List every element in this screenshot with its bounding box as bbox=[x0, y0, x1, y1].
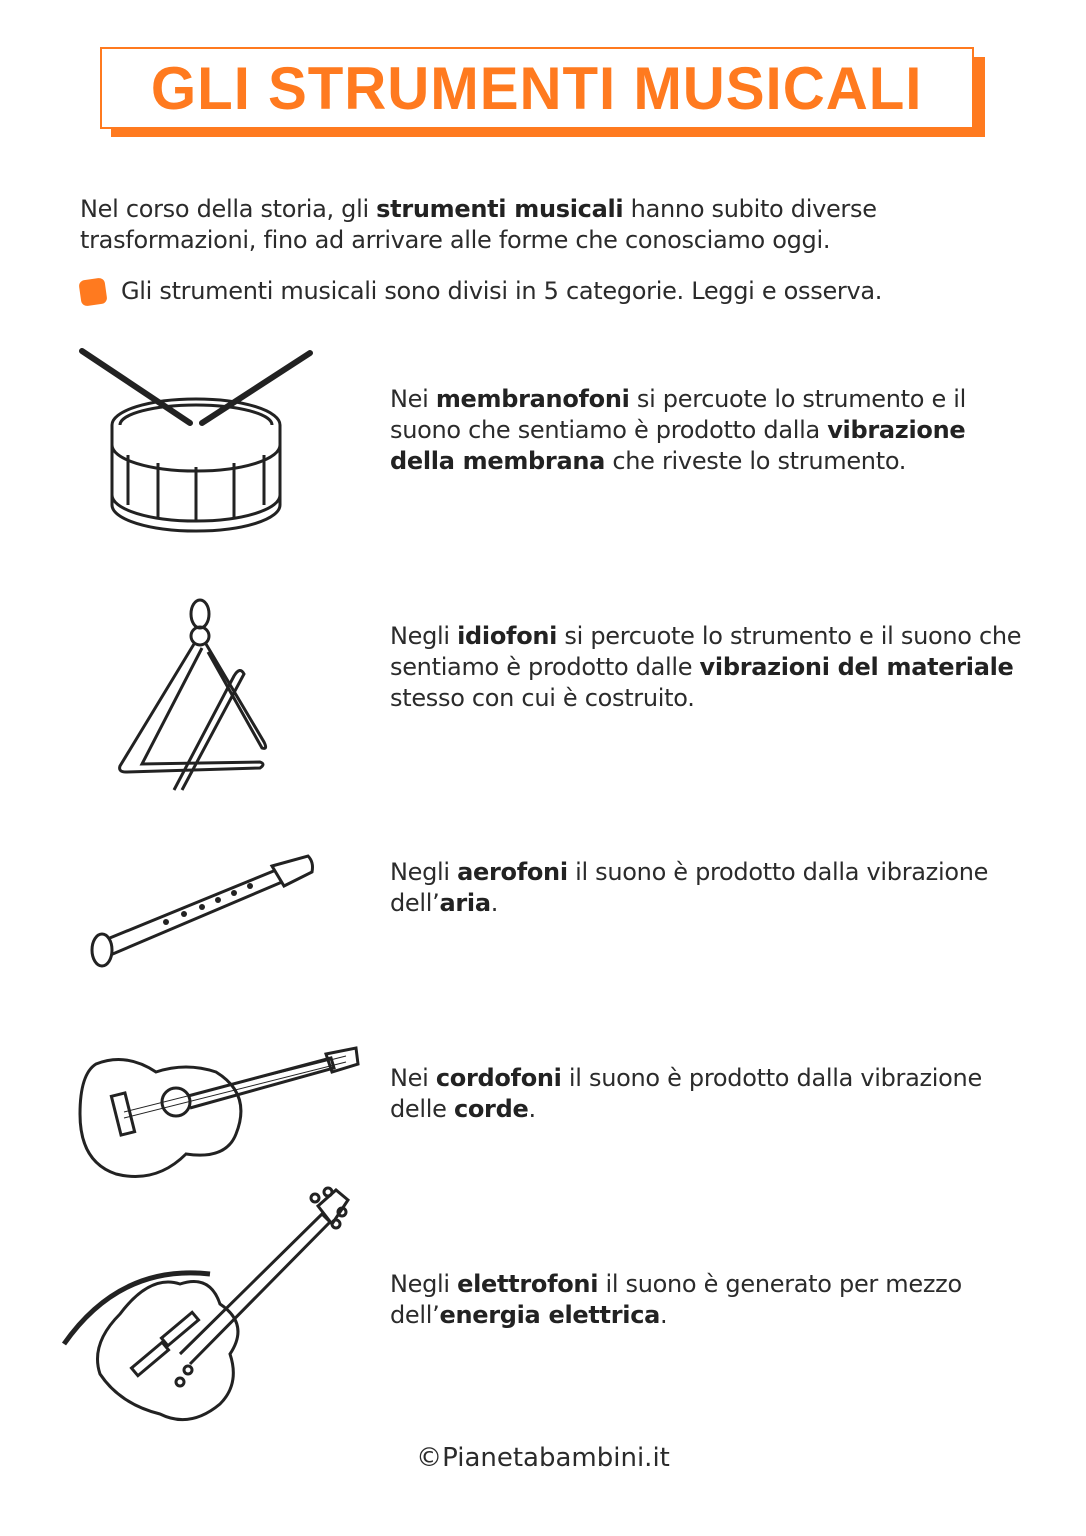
text-segment: il suono è prodotto dalla vibrazione dell’ bbox=[390, 858, 989, 917]
text-segment: Negli bbox=[390, 858, 458, 886]
bold-text: vibrazioni del materiale bbox=[699, 653, 1014, 681]
text-segment: Negli bbox=[390, 622, 458, 650]
text-segment: si percuote lo strumento e il suono che sentiamo è prodotto dalle bbox=[390, 622, 1022, 681]
bold-text: aria bbox=[439, 889, 491, 917]
bold-text: vibrazione della membrana bbox=[390, 416, 966, 475]
guitar-icon bbox=[76, 1044, 362, 1184]
text-segment: . bbox=[660, 1301, 668, 1329]
bold-text: membranofoni bbox=[435, 385, 630, 413]
title-box bbox=[100, 47, 974, 129]
category-description-aerofoni bbox=[390, 857, 1030, 919]
text-segment: Nei bbox=[390, 1064, 436, 1092]
intro-paragraph bbox=[80, 194, 980, 256]
category-description-idiofoni bbox=[390, 621, 1030, 714]
drum-icon bbox=[78, 345, 318, 545]
text-segment: Nel corso della storia, gli bbox=[80, 195, 377, 223]
text-segment: Negli bbox=[390, 1270, 458, 1298]
bold-text: idiofoni bbox=[457, 622, 558, 650]
text-segment: il suono è generato per mezzo dell’ bbox=[390, 1270, 962, 1329]
bold-text: strumenti musicali bbox=[376, 195, 624, 223]
category-description-elettrofoni bbox=[390, 1269, 1030, 1331]
bold-text: aerofoni bbox=[457, 858, 568, 886]
instruction-text: Gli strumenti musicali sono divisi in 5 categorie. Leggi e osserva. bbox=[121, 277, 883, 305]
page-title: GLI STRUMENTI MUSICALI bbox=[151, 54, 923, 122]
bold-text: energia elettrica bbox=[439, 1301, 661, 1329]
electric-guitar-icon bbox=[60, 1184, 352, 1434]
bold-text: cordofoni bbox=[435, 1064, 562, 1092]
flute-icon bbox=[86, 852, 316, 972]
bold-text: elettrofoni bbox=[457, 1270, 599, 1298]
text-segment: . bbox=[490, 889, 499, 917]
text-segment: si percuote lo strumento e il suono che sentiamo è prodotto dalla bbox=[390, 385, 967, 444]
instruction bbox=[80, 276, 882, 307]
footer-copyright: ©Pianetabambini.it bbox=[416, 1443, 670, 1473]
bold-text: corde bbox=[453, 1095, 529, 1123]
category-description-cordofoni bbox=[390, 1063, 1030, 1125]
text-segment: hanno subito diverse trasformazioni, fino ad arrivare alle forme che conosciamo oggi. bbox=[80, 195, 877, 254]
category-description-membranofoni bbox=[390, 384, 1030, 477]
text-segment: che riveste lo strumento. bbox=[605, 447, 907, 475]
text-segment: . bbox=[528, 1095, 536, 1123]
text-segment: Nei bbox=[390, 385, 436, 413]
text-segment: stesso con cui è costruito. bbox=[390, 684, 695, 712]
bullet-icon bbox=[78, 277, 107, 306]
text-segment: il suono è prodotto dalla vibrazione delle bbox=[390, 1064, 982, 1123]
triangle-icon bbox=[112, 596, 282, 796]
